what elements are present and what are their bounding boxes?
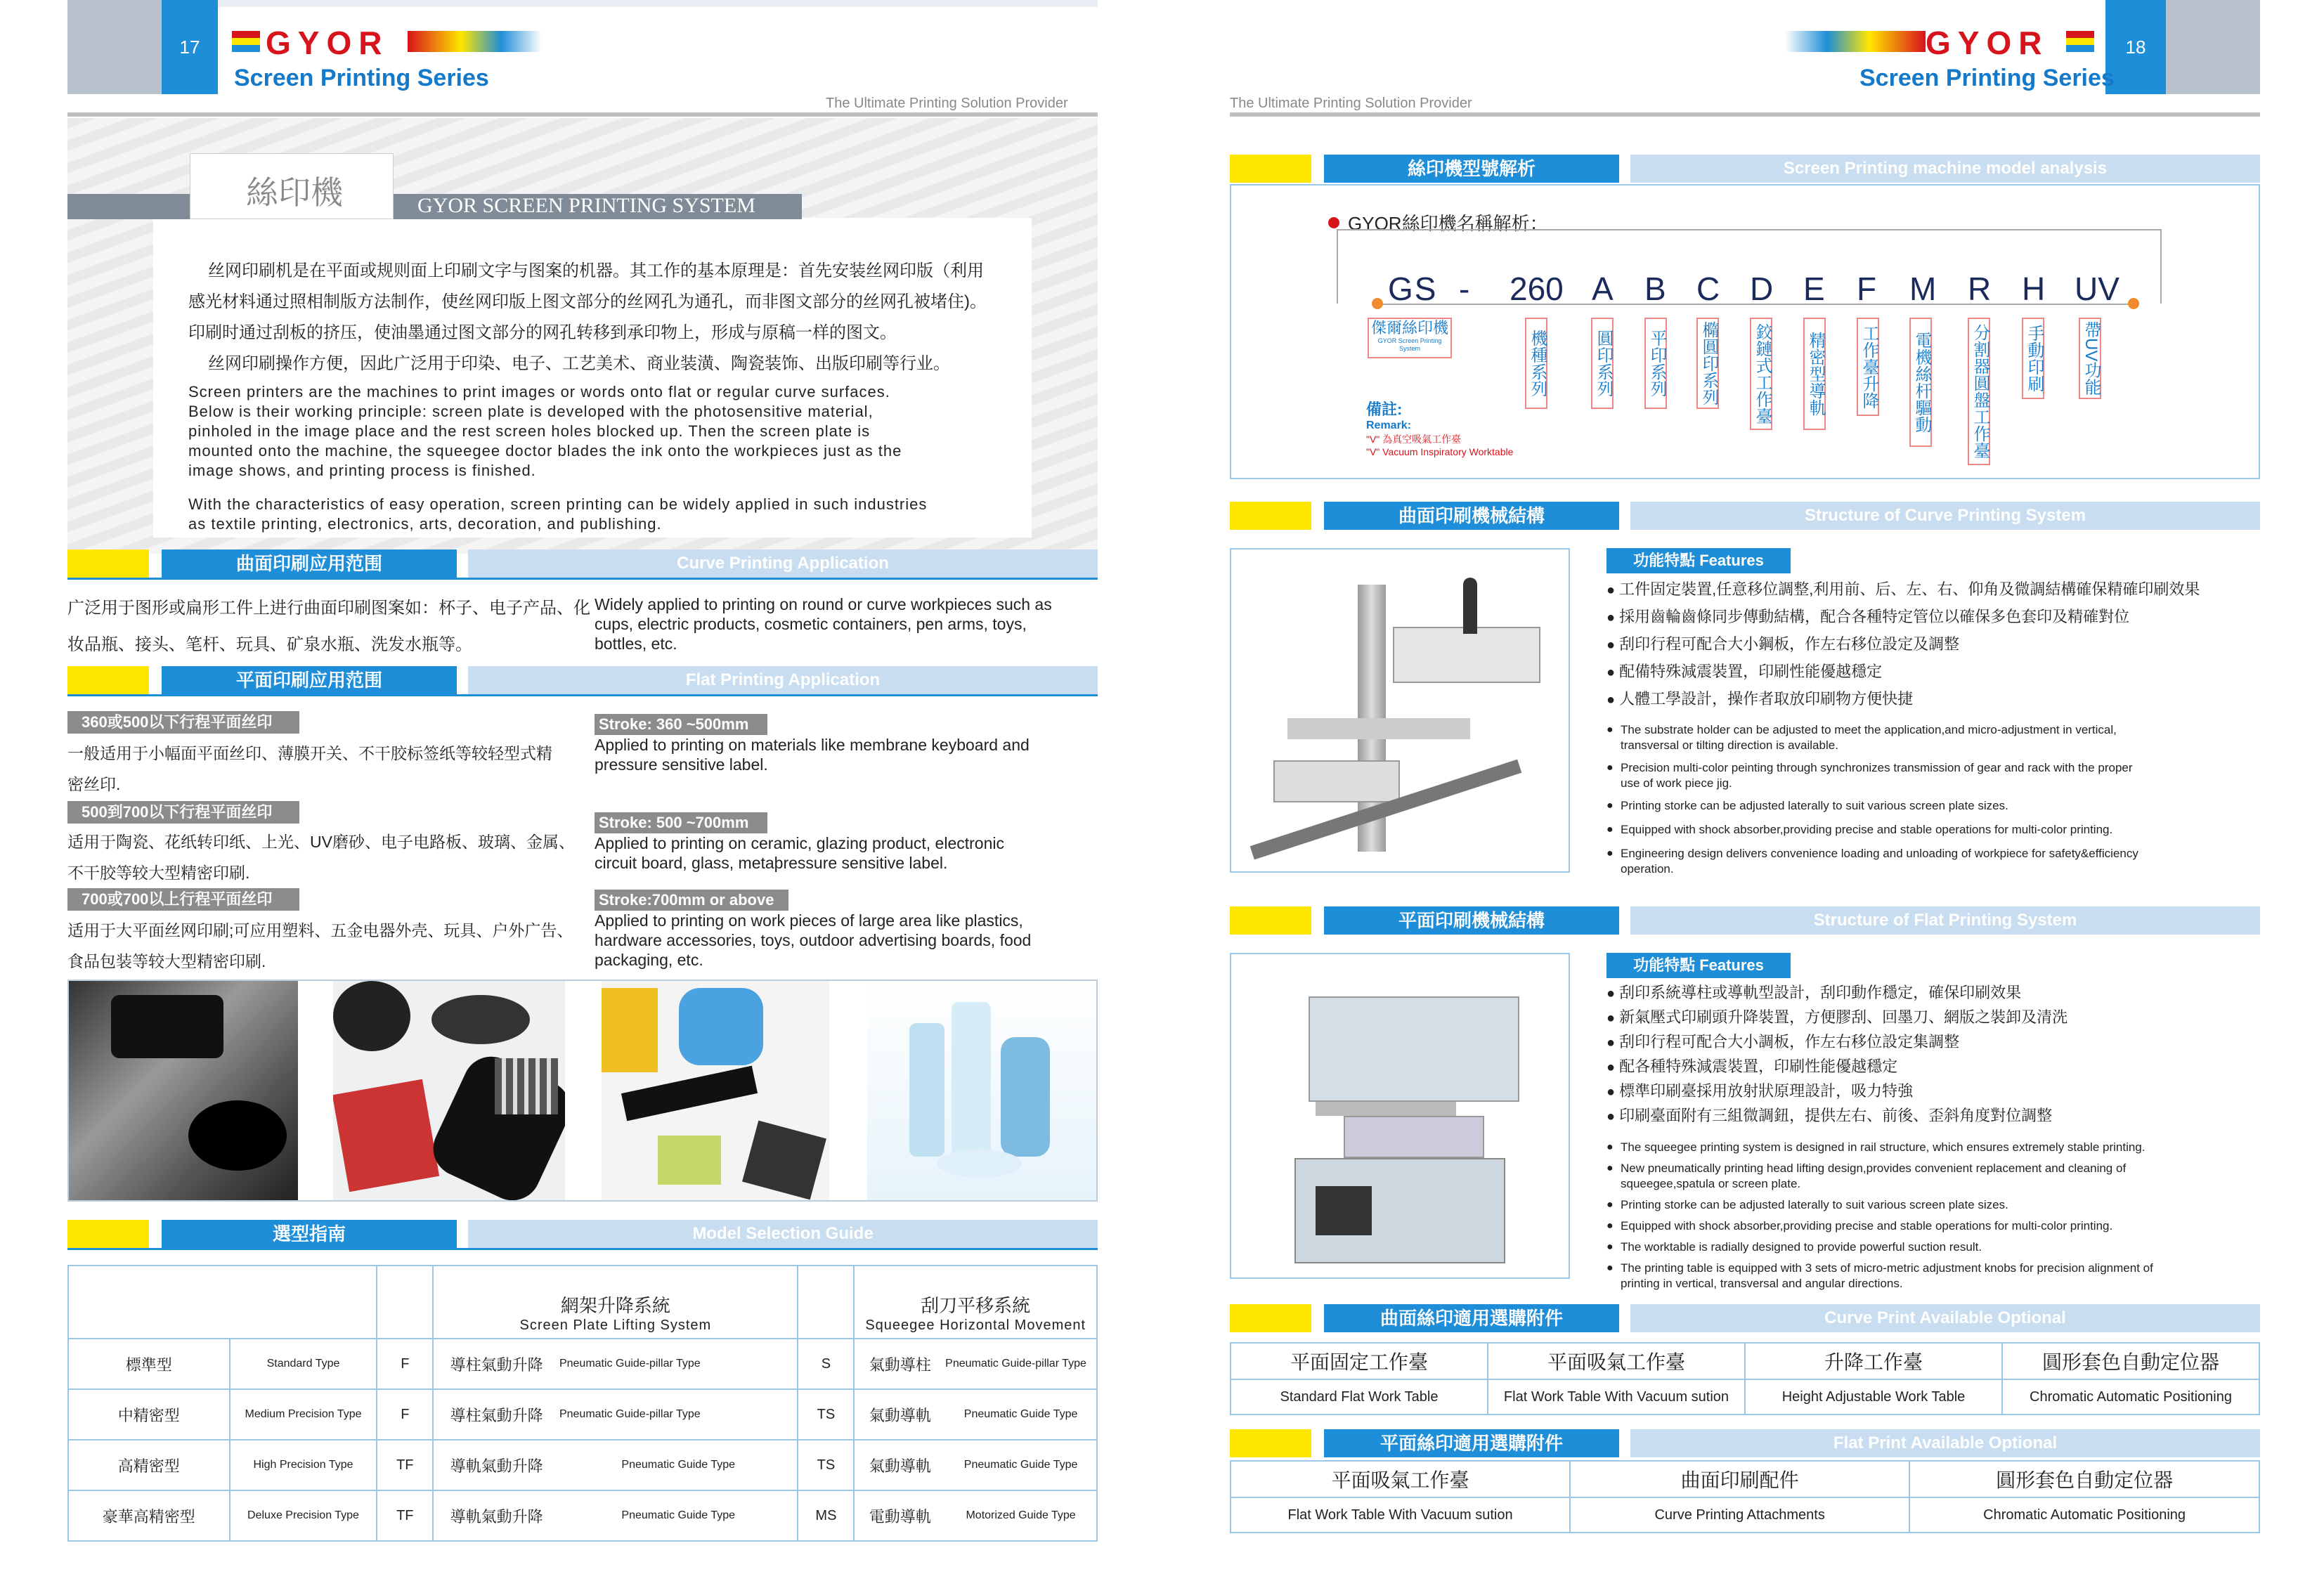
left-brand-logo: GYOR bbox=[232, 25, 541, 53]
flat-app-yellow bbox=[67, 666, 149, 694]
flat-app-rule bbox=[67, 694, 1098, 696]
stroke-tag-en-3: Stroke:700mm or above bbox=[595, 890, 788, 911]
intro-cn: 丝网印刷机是在平面或规则面上印刷文字与图案的机器。其工作的基本原理是：首先安装丝网印版（利用 感光材料通过照相制版方法制作，使丝网印版上图文部分的丝网孔为通孔，而非图文部分的丝网孔被堵住)。 印刷时通过刮板的挤压，使油墨通过图文部分的网孔转移到承印物上，形成与原稿一样的图文。 丝网印刷操作方便，因此广泛用于印染、电子、工艺美术、商业装潢、陶瓷装饰、出版印刷等行业。 bbox=[188, 261, 987, 373]
photo-car-interior bbox=[69, 981, 298, 1200]
guide-yellow bbox=[67, 1220, 149, 1248]
flat-app-title-cn: 平面印刷应用范围 bbox=[162, 666, 457, 694]
model-title-cn: 絲印機型號解析 bbox=[1324, 155, 1619, 183]
right-series-title: Screen Printing Series bbox=[1859, 65, 2115, 91]
table-row: 標準型 Standard Type F 導柱氣動升降 Pneumatic Guide-pillar Type S 氣動導柱 Pneumatic Guide-pillar Type bbox=[68, 1339, 1097, 1389]
curve-features-cn: ● 工件固定裝置,任意移位調整,利用前、后、左、右、仰角及微調結構確保精確印刷效果 ● 採用齒輪齒條同步傳動結構，配合各種特定管位以確保多色套印及精確對位 ● 刮印行程可配合大小鋼板，作左右移位設定及調整 ● 配備特殊減震裝置，印刷性能優越穩定 ● 人體工學設計，操作者取放印刷物方便快捷 bbox=[1606, 578, 2200, 712]
curve-app-text-en: Widely applied to printing on round or curve workpieces such as cups, electric products, cosmetic containers, pen arms, toys, bottles, etc. bbox=[595, 595, 1052, 653]
model-yellow bbox=[1230, 155, 1311, 183]
flat-optional-table: 平面吸氣工作臺 曲面印刷配件 圓形套色自動定位器 Flat Work Table With Vacuum sution Curve Printing Attachments Chromatic Automatic Positioning bbox=[1230, 1460, 2260, 1533]
lift-system-cn: 網架升降系統 bbox=[560, 1295, 670, 1316]
product-photo-strip bbox=[67, 980, 1098, 1202]
left-series-title: Screen Printing Series bbox=[234, 65, 489, 91]
curve-machine-photo bbox=[1230, 548, 1570, 873]
stroke-text-en-3: Applied to printing on work pieces of large area like plastics, hardware accessories, toys, outdoor advertising boards, food packaging, etc. bbox=[595, 911, 1032, 969]
squeegee-system-cn: 刮刀平移系統 bbox=[921, 1295, 1031, 1316]
curve-opt-title-cn: 曲面絲印適用選購附件 bbox=[1324, 1304, 1619, 1332]
flat-struct-title-en: Structure of Flat Printing System bbox=[1630, 906, 2260, 935]
left-header-gray bbox=[67, 0, 162, 94]
stroke-tag-cn-2: 500到700以下行程平面丝印 bbox=[67, 801, 299, 824]
curve-opt-yellow bbox=[1230, 1304, 1311, 1332]
right-header-gray bbox=[2166, 0, 2260, 94]
table-row: 中精密型 Medium Precision Type F 導柱氣動升降 Pneumatic Guide-pillar Type TS 氣動導軌 Pneumatic Guide Type bbox=[68, 1389, 1097, 1440]
model-selection-table bbox=[67, 1265, 1098, 1542]
right-brand-logo: GYOR bbox=[1785, 25, 2094, 53]
curve-features-en: ● The substrate holder can be adjusted to meet the application,and micro-adjustment in vertical, transversal or tilting direction is available. ● Precision multi-color peinting through synchronizes transmission of gear and rack with the proper use of work piece jig. ● Printing storke can be adjusted laterally to suit various screen plate sizes. ● Equipped with shock absorber,providing precise and stable operations for multi-color printing. ● Engineering design delivers convenience loading and unloading of workpiece for safety&efficiency operation. bbox=[1606, 723, 2138, 876]
stroke-text-cn-2: 适用于陶瓷、花纸转印纸、上光、UV磨砂、电子电路板、玻璃、金属、 不干胶等较大型精密印刷. bbox=[67, 833, 575, 882]
flat-machine-photo bbox=[1230, 953, 1570, 1279]
stroke-tag-cn-1: 360或500以下行程平面丝印 bbox=[67, 711, 299, 734]
left-page-number-tab: 17 bbox=[162, 0, 218, 94]
curve-optional-table: 平面固定工作臺 平面吸氣工作臺 升降工作臺 圓形套色自動定位器 Standard Flat Work Table Flat Work Table With Vacuum sution Height Adjustable Work Table Chromatic Automatic Positioning bbox=[1230, 1342, 2260, 1415]
curve-struct-yellow bbox=[1230, 502, 1311, 530]
guide-title-cn: 選型指南 bbox=[162, 1220, 457, 1248]
curve-app-text-cn: 广泛用于图形或扁形工件上进行曲面印刷图案如：杯子、电子产品、化 妆品瓶、接头、笔杆、玩具、矿泉水瓶、洗发水瓶等。 bbox=[67, 599, 590, 654]
flat-opt-yellow bbox=[1230, 1429, 1311, 1457]
gs-label-box: 傑爾絲印機 GYOR Screen Printing System bbox=[1368, 318, 1452, 358]
photo-toys bbox=[602, 981, 829, 1200]
flat-features-en: ● The squeegee printing system is designed in rail structure, which ensures extremely stable printing. ● New pneumatically printing head lifting design,provides convenient replacement and cleaning of squeegee,spatula or screen plate. ● Printing storke can be adjusted laterally to suit various screen plate sizes. ● Equipped with shock absorber,providing precise and stable operations for multi-color printing. ● The worktable is radially designed to provide powerful suction result. ● The printing table is equipped with 3 sets of micro-metric adjustment knobs for precision alignment of printing in vertical, transversal and angular directions. bbox=[1606, 1140, 2153, 1290]
model-title-en: Screen Printing machine model analysis bbox=[1630, 155, 2260, 183]
model-end-dot bbox=[2128, 298, 2139, 309]
flat-opt-title-cn: 平面絲印適用選購附件 bbox=[1324, 1429, 1619, 1457]
model-start-dot bbox=[1372, 298, 1383, 309]
guide-title-en: Model Selection Guide bbox=[468, 1220, 1098, 1248]
curve-app-title-cn: 曲面印刷应用范围 bbox=[162, 549, 457, 578]
left-header-rule bbox=[67, 112, 1098, 117]
curve-struct-title-en: Structure of Curve Printing System bbox=[1630, 502, 2260, 530]
curve-features-tag: 功能特點 Features bbox=[1606, 548, 1791, 573]
curve-app-rule bbox=[67, 578, 1098, 580]
squeegee-system-en: Squeegee Horizontal Movement bbox=[865, 1318, 1086, 1333]
intro-en-2: With the characteristics of easy operation, screen printing can be widely applied in such industries as textile printing, electronics, arts, decoration, and publishing. bbox=[188, 495, 928, 533]
right-header-rule bbox=[1230, 112, 2260, 117]
table-row: 豪華高精密型 Deluxe Precision Type TF 導軌氣動升降 Pneumatic Guide Type MS 電動導軌 Motorized Guide Type bbox=[68, 1490, 1097, 1541]
curve-struct-title-cn: 曲面印刷機械結構 bbox=[1324, 502, 1619, 530]
right-tagline: The Ultimate Printing Solution Provider bbox=[1230, 96, 1472, 111]
curve-app-title-en: Curve Printing Application bbox=[468, 549, 1098, 578]
lift-system-en: Screen Plate Lifting System bbox=[519, 1318, 712, 1333]
flat-app-title-en: Flat Printing Application bbox=[468, 666, 1098, 694]
photo-cosmetics bbox=[867, 981, 1096, 1200]
model-caption-dot bbox=[1328, 217, 1339, 228]
flat-opt-title-en: Flat Print Available Optional bbox=[1630, 1429, 2260, 1457]
stroke-text-en-1: Applied to printing on materials like membrane keyboard and pressure sensitive label. bbox=[595, 736, 1030, 774]
curve-app-yellow bbox=[67, 549, 149, 578]
stroke-text-en-2: Applied to printing on ceramic, glazing product, electronic circuit board, glass, metaþressure sensitive label. bbox=[595, 834, 1004, 872]
table-row: 高精密型 High Precision Type TF 導軌氣動升降 Pneumatic Guide Type TS 氣動導軌 Pneumatic Guide Type bbox=[68, 1440, 1097, 1490]
hero-title-en: GYOR SCREEN PRINTING SYSTEM bbox=[417, 194, 755, 217]
right-page-number-tab: 18 bbox=[2105, 0, 2166, 94]
stroke-tag-en-1: Stroke: 360 ~500mm bbox=[595, 714, 767, 735]
guide-rule bbox=[67, 1248, 1098, 1250]
stroke-text-cn-1: 一般适用于小幅面平面丝印、薄膜开关、不干胶标签纸等较轻型式精 密丝印. bbox=[67, 744, 552, 793]
stroke-tag-en-2: Stroke: 500 ~700mm bbox=[595, 812, 767, 833]
hero-title-cn: 絲印機 bbox=[246, 174, 343, 212]
model-remark: 備註: Remark: "V" 為真空吸氣工作臺 "V" Vacuum Inspiratory Worktable bbox=[1366, 401, 1514, 457]
flat-features-tag: 功能特點 Features bbox=[1606, 953, 1791, 978]
model-caption: GYOR絲印機名稱解析： bbox=[1348, 213, 1548, 234]
stroke-text-cn-3: 适用于大平面丝网印刷;可应用塑料、五金电器外壳、玩具、户外广告、 食品包装等较大型精密印刷. bbox=[67, 921, 573, 970]
photo-electronics bbox=[333, 981, 565, 1200]
curve-opt-title-en: Curve Print Available Optional bbox=[1630, 1304, 2260, 1332]
flat-features-cn: ● 刮印系統導柱或導軌型設計，刮印動作穩定，確保印刷效果 ● 新氣壓式印刷頭升降裝置，方便膠刮、回墨刀、網版之裝卸及清洗 ● 刮印行程可配合大小調板，作左右移位設定集調整 ● 配各種特殊減震裝置，印刷性能優越穩定 ● 標準印刷臺採用放射狀原理設計，吸力特強 ● 印刷臺面附有三組微調鈕，提供左右、前後、歪斜角度對位調整 bbox=[1606, 981, 2067, 1129]
flat-struct-yellow bbox=[1230, 906, 1311, 935]
left-header-band bbox=[67, 0, 1098, 7]
intro-en-1: Screen printers are the machines to print images or words onto flat or regular curve surfaces. Below is their working principle: screen plate is developed with the photosensitive material, pinholed in the image place and the rest screen holes blocked up. Then the screen plate is mounted onto the machine, the squeegee doctor blades the ink onto the workpieces just as the image shows, and printing process is finished. bbox=[188, 383, 902, 479]
flat-struct-title-cn: 平面印刷機械結構 bbox=[1324, 906, 1619, 935]
left-tagline: The Ultimate Printing Solution Provider bbox=[826, 96, 1068, 111]
stroke-tag-cn-3: 700或700以上行程平面丝印 bbox=[67, 888, 299, 911]
